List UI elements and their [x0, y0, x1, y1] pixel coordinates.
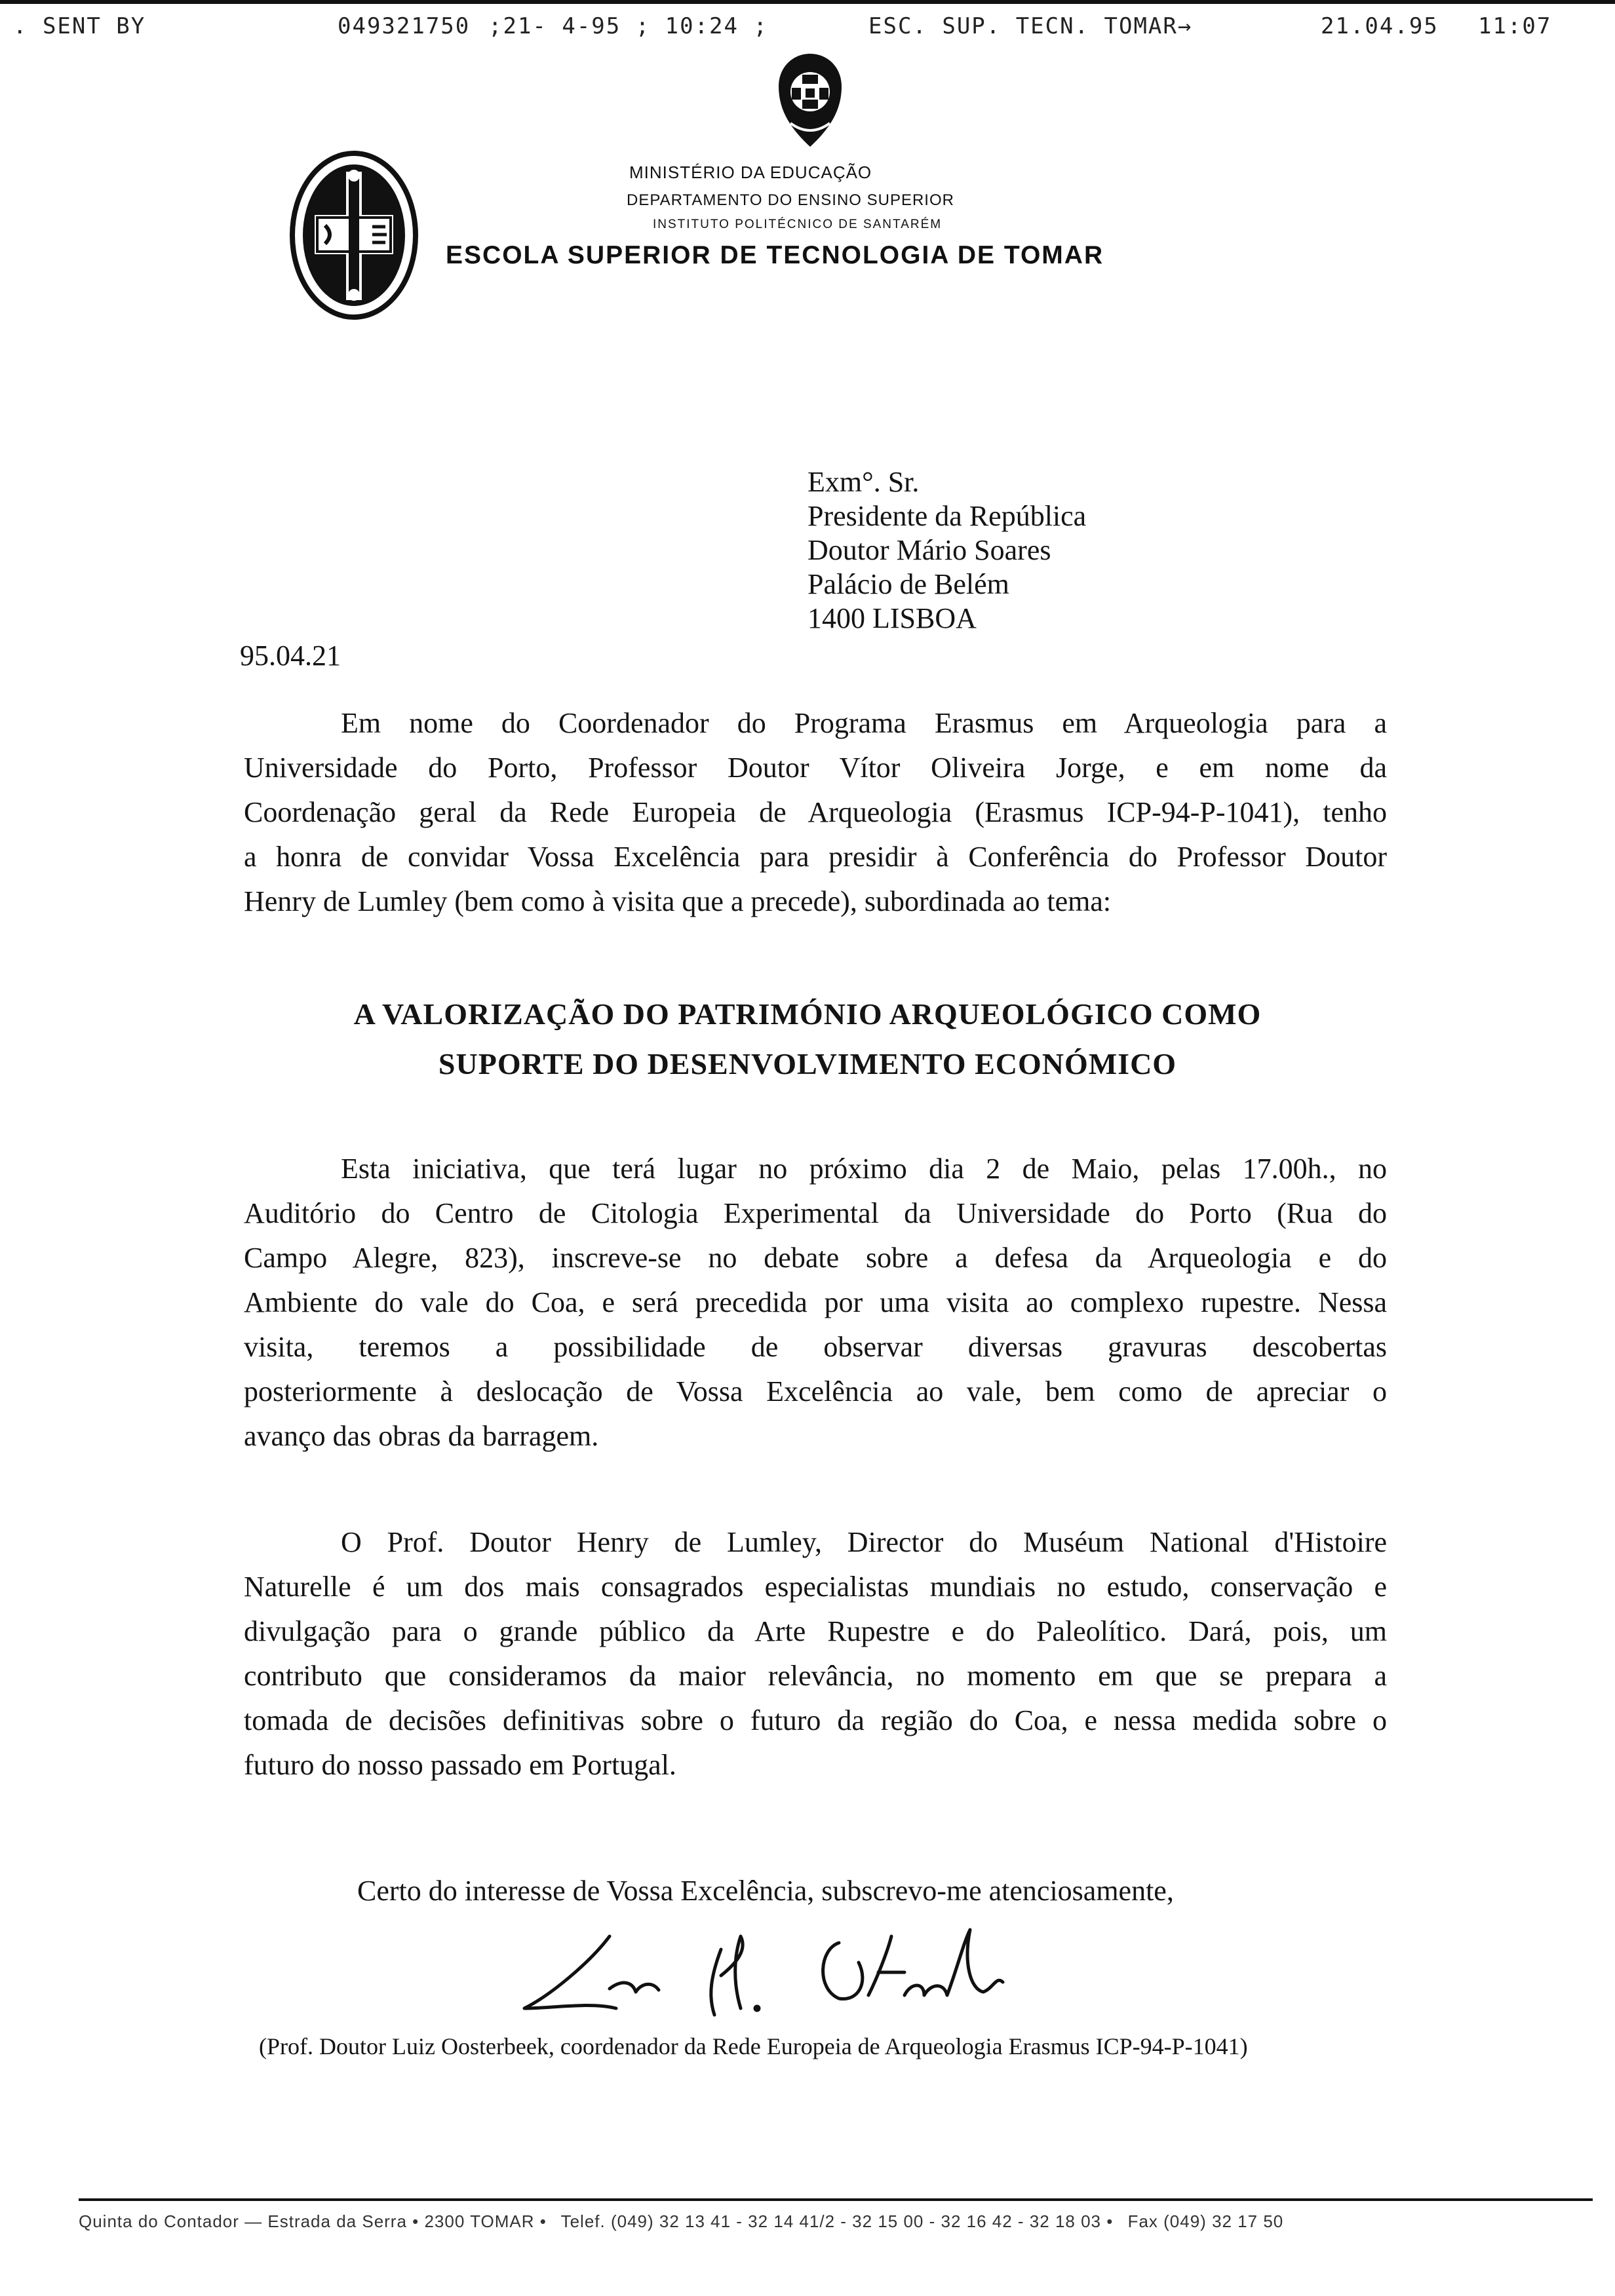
footer-address: Quinta do Contador — Estrada da Serra • 2300 TOMAR • — [79, 2211, 547, 2231]
text-line: futuro do nosso passado em Portugal. — [244, 1749, 676, 1781]
paragraph-speaker — [244, 1520, 1387, 1788]
text-line: tomada de decisões definitivas sobre o futuro da região do Coa, e nessa medida sobre o — [244, 1704, 1387, 1736]
paragraph-event-details — [244, 1147, 1387, 1459]
text-line: Em nome do Coordenador do Programa Erasmus em Arqueologia para a — [341, 707, 1387, 739]
coat-of-arms-icon — [771, 51, 849, 151]
fax-header — [0, 0, 1615, 50]
text-line: Coordenação geral da Rede Europeia de Arqueologia (Erasmus ICP-94-P-1041), tenho — [244, 796, 1387, 828]
text-line: contributo que consideramos da maior relevância, no momento em que se prepara a — [244, 1660, 1387, 1692]
footer-divider — [79, 2198, 1593, 2201]
text-line: O Prof. Doutor Henry de Lumley, Director do Muséum National d'Histoire — [341, 1526, 1387, 1558]
recipient-name: Doutor Mário Soares — [808, 534, 1051, 566]
school-name: ESCOLA SUPERIOR DE TECNOLOGIA DE TOMAR — [446, 241, 1104, 269]
letter-date: 95.04.21 — [240, 640, 341, 672]
text-line: divulgação para o grande público da Arte Rupestre e do Paleolítico. Dará, pois, um — [244, 1615, 1387, 1647]
text-line: Henry de Lumley (bem como à visita que a precede), subordinada ao tema: — [244, 885, 1112, 917]
ministry-name: MINISTÉRIO DA EDUCAÇÃO — [629, 163, 872, 182]
fax-sent-by: . SENT BY — [13, 13, 146, 39]
conference-title-line: A VALORIZAÇÃO DO PATRIMÓNIO ARQUEOLÓGICO COMO — [353, 997, 1262, 1031]
closing-line: Certo do interesse de Vossa Excelência, subscrevo-me atenciosamente, — [357, 1875, 1174, 1907]
school-emblem-icon — [288, 149, 419, 321]
recipient-address-line-1: Palácio de Belém — [808, 568, 1009, 600]
text-line: Universidade do Porto, Professor Doutor Vítor Oliveira Jorge, e em nome da — [244, 752, 1387, 784]
text-line: Naturelle é um dos mais consagrados especialistas mundiais no estudo, conservação e — [244, 1571, 1387, 1603]
signer-name: (Prof. Doutor Luiz Oosterbeek, coordenador da Rede Europeia de Arqueologia Erasmus ICP-94-P-1041) — [259, 2033, 1248, 2059]
text-line: visita, teremos a possibilidade de observar diversas gravuras descobertas — [244, 1331, 1387, 1363]
recipient-address-line-2: 1400 LISBOA — [808, 602, 977, 634]
recipient-salutation: Exm°. Sr. — [808, 466, 920, 498]
recipient-block — [808, 465, 1086, 636]
fax-sender: ESC. SUP. TECN. TOMAR→ — [868, 13, 1193, 39]
conference-title — [236, 989, 1379, 1089]
fax-number: 049321750 — [338, 13, 471, 39]
fax-received-time: 11:07 — [1478, 13, 1552, 39]
department-name: DEPARTAMENTO DO ENSINO SUPERIOR — [627, 191, 954, 209]
text-line: Ambiente do vale do Coa, e será precedida por uma visita ao complexo rupestre. Nessa — [244, 1286, 1387, 1318]
text-line: Esta iniciativa, que terá lugar no próximo dia 2 de Maio, pelas 17.00h., no — [341, 1153, 1387, 1185]
paragraph-invitation — [244, 701, 1387, 924]
text-line: a honra de convidar Vossa Excelência para presidir à Conferência do Professor Doutor — [244, 841, 1387, 873]
conference-title-line: SUPORTE DO DESENVOLVIMENTO ECONÓMICO — [438, 1047, 1177, 1081]
fax-datetime: ;21- 4-95 ; 10:24 ; — [488, 13, 768, 39]
footer-fax: Fax (049) 32 17 50 — [1127, 2211, 1284, 2231]
text-line: posteriormente à deslocação de Vossa Excelência ao vale, bem como de apreciar o — [244, 1375, 1387, 1407]
text-line: Auditório do Centro de Citologia Experimental da Universidade do Porto (Rua do — [244, 1197, 1387, 1229]
text-line: Campo Alegre, 823), inscreve-se no debate sobre a defesa da Arqueologia e do — [244, 1242, 1387, 1274]
recipient-title: Presidente da República — [808, 500, 1087, 532]
institute-name: INSTITUTO POLITÉCNICO DE SANTARÉM — [653, 218, 943, 231]
text-line: avanço das obras da barragem. — [244, 1420, 599, 1452]
signature-icon — [511, 1910, 1101, 2028]
footer — [79, 2211, 1293, 2232]
fax-received-date: 21.04.95 — [1321, 13, 1439, 39]
footer-phone: Telef. (049) 32 13 41 - 32 14 41/2 - 32 15 00 - 32 16 42 - 32 18 03 • — [560, 2211, 1114, 2231]
